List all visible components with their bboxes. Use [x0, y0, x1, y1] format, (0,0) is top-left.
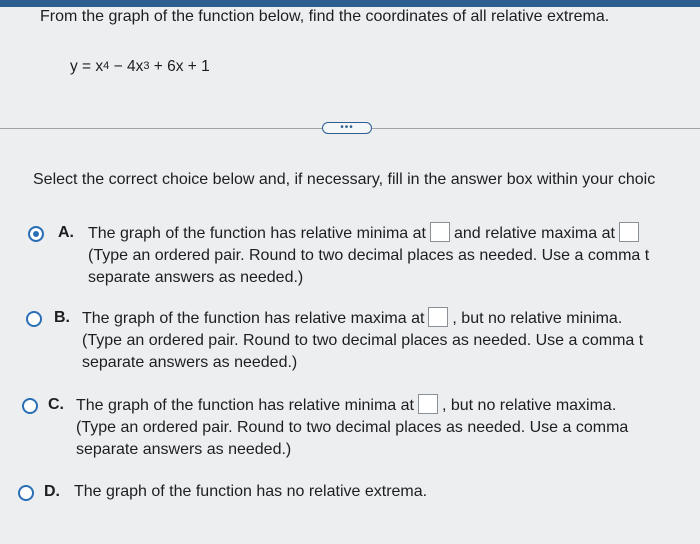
choice-c-line1-part2: , but no relative maxima. — [441, 397, 617, 414]
question-text: From the graph of the function below, find the coordinates of all relative extrema. — [40, 8, 610, 25]
choice-b-line1-part1: The graph of the function has relative maxima at — [82, 310, 425, 327]
choice-a-line2: (Type an ordered pair. Round to two decimal places as needed. Use a comma t — [88, 247, 650, 264]
choice-d-letter: D. — [44, 483, 60, 500]
answer-box-minima[interactable] — [430, 222, 450, 242]
choice-d-text: The graph of the function has no relative extrema. — [74, 483, 428, 500]
function-equation — [70, 58, 210, 76]
instruction-text: Select the correct choice below and, if necessary, fill in the answer box within your choic — [33, 171, 656, 188]
choice-c-line2: (Type an ordered pair. Round to two decimal places as needed. Use a comma — [76, 419, 629, 436]
choice-a-line3: separate answers as needed.) — [88, 269, 304, 286]
choice-b-line1-part2: , but no relative minima. — [452, 310, 623, 327]
choice-b-radio[interactable] — [26, 311, 42, 327]
equation-part: − 4x — [109, 58, 144, 75]
choice-a-line1-part2: and relative maxima at — [453, 225, 615, 242]
choice-a-line1-part1: The graph of the function has relative minima at — [88, 225, 426, 242]
choice-b-line3: separate answers as needed.) — [82, 354, 298, 371]
choice-d-radio[interactable] — [18, 485, 34, 501]
choice-b-text — [82, 307, 643, 374]
choice-b-line2: (Type an ordered pair. Round to two decimal places as needed. Use a comma t — [82, 332, 644, 349]
equation-part: + 6x + 1 — [149, 58, 210, 75]
choice-a-letter: A. — [58, 224, 74, 241]
equation-part: y = x — [70, 58, 104, 75]
choice-a-text — [88, 222, 649, 289]
more-options-button[interactable]: ••• — [322, 122, 372, 134]
choice-c-letter: C. — [48, 396, 64, 413]
choice-c-text — [76, 394, 628, 461]
choice-a-radio[interactable] — [28, 226, 44, 242]
choice-c-line1-part1: The graph of the function has relative minima at — [76, 397, 414, 414]
answer-box-maxima[interactable] — [619, 222, 639, 242]
choice-b-letter: B. — [54, 309, 70, 326]
equation-exponent: 3 — [143, 60, 150, 72]
choice-c-radio[interactable] — [22, 398, 38, 414]
top-accent-bar — [0, 0, 700, 7]
equation-exponent: 4 — [103, 60, 110, 72]
answer-box-maxima[interactable] — [428, 307, 448, 327]
choice-c-line3: separate answers as needed.) — [76, 441, 292, 458]
answer-box-minima[interactable] — [418, 394, 438, 414]
